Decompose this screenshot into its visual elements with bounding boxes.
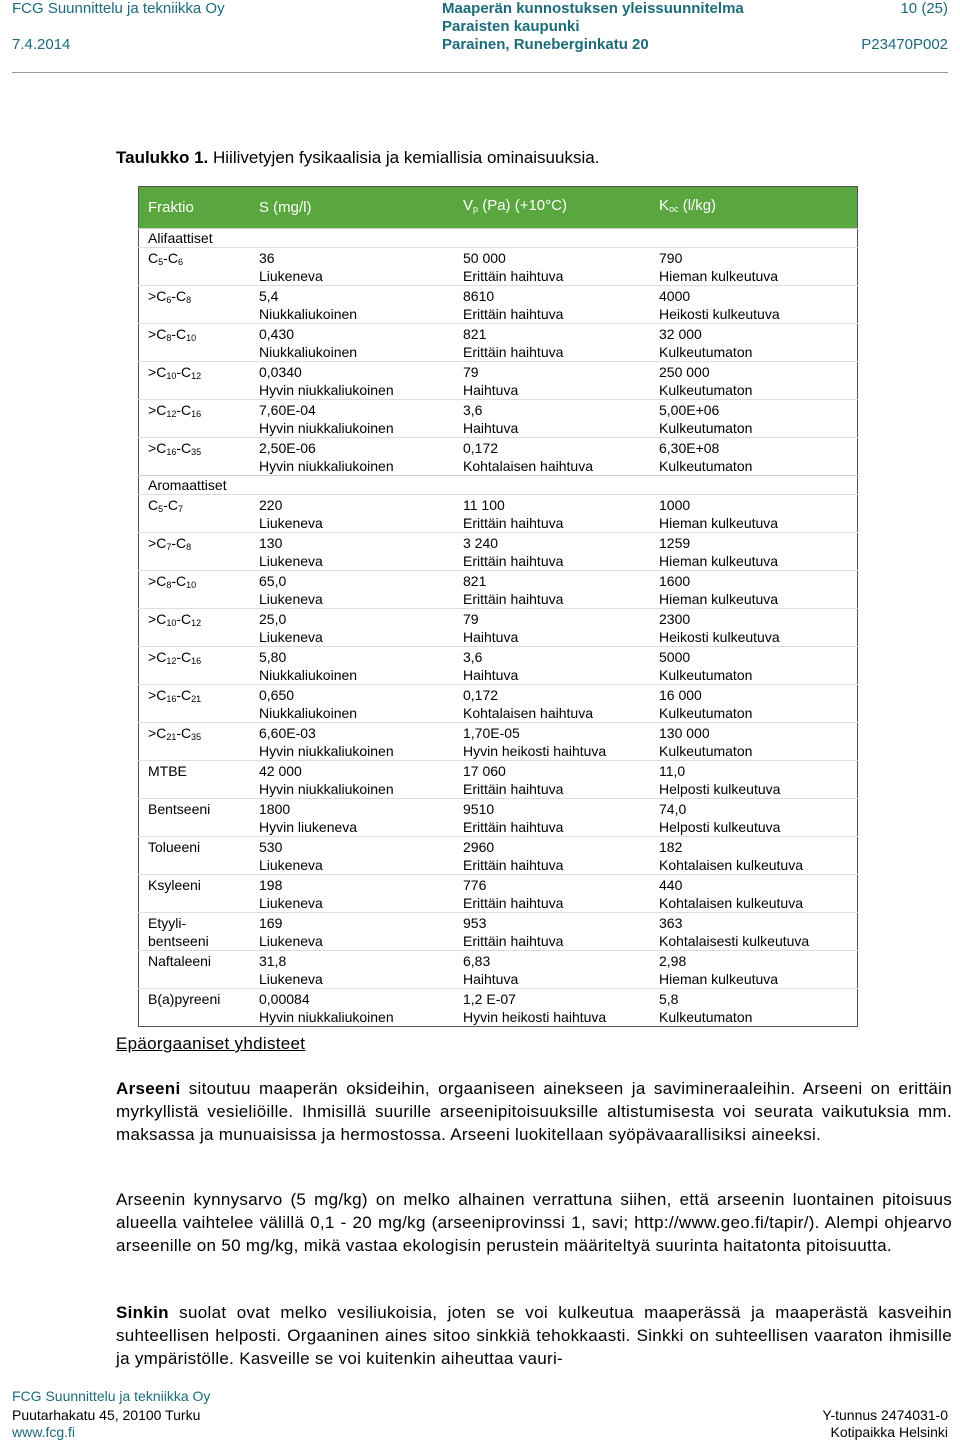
table-row bbox=[139, 400, 858, 438]
vapour-pressure-class: Erittäin haihtuva bbox=[463, 344, 564, 360]
table-cell bbox=[139, 533, 251, 571]
vapour-pressure-value: 8610 bbox=[463, 288, 495, 304]
table-cell bbox=[454, 533, 650, 571]
koc-value: 4000 bbox=[659, 288, 691, 304]
table-row bbox=[139, 761, 858, 799]
fraction-cell: $>C_6-C_8$ bbox=[148, 288, 192, 305]
solubility-value: 2,50E-06 bbox=[259, 440, 316, 456]
vapour-pressure-class: Haihtuva bbox=[463, 629, 519, 645]
vapour-pressure-value: 3,6 bbox=[463, 649, 483, 665]
table-cell bbox=[250, 533, 454, 571]
paragraph-arsenic-threshold-text: Arseenin kynnysarvo (5 mg/kg) on melko alhainen verrattuna siihen, että arseenin luontainen pitoisuus alueella vaihtelee välillä 0,1 - 20 mg/kg (arseeniprovinssi 1, savi; http://www.geo.fi/tapir/). Alempi ohjearvo arseenille on 50 mg/kg, mikä vastaa ekologisin perustein määriteltyä suurinta haitatonta pitoisuutta. bbox=[116, 1190, 952, 1255]
fraction-cell: Naftaleeni bbox=[148, 953, 212, 969]
vapour-pressure-class: Erittäin haihtuva bbox=[463, 268, 564, 284]
table-row bbox=[139, 362, 858, 400]
table-row bbox=[139, 799, 858, 837]
solubility-value: 5,4 bbox=[259, 288, 279, 304]
table-cell bbox=[650, 989, 858, 1027]
solubility-class: Liukeneva bbox=[259, 553, 323, 569]
column-header-solubility: S (mg/l) bbox=[259, 198, 312, 216]
solubility-value: 1800 bbox=[259, 801, 291, 817]
vapour-pressure-class: Erittäin haihtuva bbox=[463, 933, 564, 949]
table-cell bbox=[250, 913, 454, 951]
table-row bbox=[139, 571, 858, 609]
koc-value: 440 bbox=[659, 877, 683, 893]
vapour-pressure-class: Erittäin haihtuva bbox=[463, 781, 564, 797]
table-cell bbox=[454, 286, 650, 324]
table-cell bbox=[139, 609, 251, 647]
solubility-value: 169 bbox=[259, 915, 283, 931]
koc-class: Kulkeutumaton bbox=[659, 420, 753, 436]
koc-class: Kulkeutumaton bbox=[659, 705, 753, 721]
vapour-pressure-value: 776 bbox=[463, 877, 487, 893]
koc-value: 2,98 bbox=[659, 953, 687, 969]
table-cell bbox=[139, 647, 251, 685]
fraction-cell: $>C_{12}-C_{16}$ bbox=[148, 402, 202, 419]
fraction-cell: $>C_{16}-C_{21}$ bbox=[148, 687, 202, 704]
table-cell bbox=[454, 799, 650, 837]
vapour-pressure-value: 50 000 bbox=[463, 250, 506, 266]
solubility-value: 42 000 bbox=[259, 763, 302, 779]
table-cell bbox=[454, 837, 650, 875]
paragraph-arsenic-text: sitoutuu maaperän oksideihin, orgaaniseen ainekseen ja savimineraaleihin. Arseeni on erittäin myrkyllistä vesieliöille. Ihmisillä suurille arseenipitoisuuksille altistumisesta voi seurata vaikutuksia mm. maksassa ja munuaisissa ja hermostossa. Arseeni luokitellaan syöpävaarallisiksi aineeksi. bbox=[116, 1079, 952, 1144]
table-cell bbox=[139, 875, 251, 913]
fraction-cell: $C_5-C_6$ bbox=[148, 250, 183, 267]
koc-class: Kulkeutumaton bbox=[659, 1009, 753, 1025]
header-title-line1: Maaperän kunnostuksen yleissuunnitelma bbox=[442, 0, 744, 17]
caption-text: Hiilivetyjen fysikaalisia ja kemiallisia ominaisuuksia. bbox=[213, 148, 600, 167]
table-row bbox=[139, 495, 858, 533]
vapour-pressure-class: Kohtalaisen haihtuva bbox=[463, 705, 593, 721]
table-cell bbox=[139, 799, 251, 837]
vapour-pressure-class: Erittäin haihtuva bbox=[463, 515, 564, 531]
table-cell bbox=[250, 609, 454, 647]
koc-class: Kohtalaisen kulkeutuva bbox=[659, 895, 803, 911]
table-cell bbox=[139, 761, 251, 799]
koc-value: 250 000 bbox=[659, 364, 710, 380]
solubility-class: Niukkaliukoinen bbox=[259, 667, 358, 683]
paragraph-arsenic bbox=[116, 1077, 952, 1146]
koc-class: Heikosti kulkeutuva bbox=[659, 306, 780, 322]
solubility-class: Hyvin liukeneva bbox=[259, 819, 358, 835]
koc-value: 5,8 bbox=[659, 991, 679, 1007]
koc-class: Kulkeutumaton bbox=[659, 382, 753, 398]
header-page-number: 10 (25) bbox=[900, 0, 948, 17]
table-cell bbox=[454, 951, 650, 989]
table-cell bbox=[139, 837, 251, 875]
solubility-class: Liukeneva bbox=[259, 971, 323, 987]
header-company: FCG Suunnittelu ja tekniikka Oy bbox=[12, 0, 225, 17]
vapour-pressure-class: Haihtuva bbox=[463, 382, 519, 398]
table-cell bbox=[454, 324, 650, 362]
table-cell bbox=[250, 324, 454, 362]
table-cell bbox=[650, 913, 858, 951]
paragraph-zinc bbox=[116, 1301, 952, 1370]
koc-class: Kulkeutumaton bbox=[659, 743, 753, 759]
table-row bbox=[139, 609, 858, 647]
koc-class: Hieman kulkeutuva bbox=[659, 268, 779, 284]
table-cell bbox=[650, 837, 858, 875]
table-cell bbox=[454, 362, 650, 400]
solubility-class: Hyvin niukkaliukoinen bbox=[259, 382, 394, 398]
table-cell bbox=[650, 609, 858, 647]
table-cell bbox=[139, 571, 251, 609]
koc-class: Kulkeutumaton bbox=[659, 667, 753, 683]
table-cell bbox=[250, 286, 454, 324]
header-title-line3: Parainen, Runeberginkatu 20 bbox=[442, 36, 649, 53]
footer-business-id: Y-tunnus 2474031-0 bbox=[822, 1407, 948, 1423]
table-row bbox=[139, 913, 858, 951]
footer-website[interactable]: www.fcg.fi bbox=[12, 1424, 76, 1440]
fraction-cell: $>C_8-C_{10}$ bbox=[148, 573, 197, 590]
vapour-pressure-class: Erittäin haihtuva bbox=[463, 895, 564, 911]
table-cell bbox=[250, 438, 454, 476]
table-cell bbox=[250, 837, 454, 875]
koc-value: 11,0 bbox=[659, 763, 686, 779]
vapour-pressure-class: Erittäin haihtuva bbox=[463, 857, 564, 873]
fraction-cell: Etyyli-bentseeni bbox=[148, 915, 209, 949]
fraction-cell: $>C_{10}-C_{12}$ bbox=[148, 364, 202, 381]
table-cell bbox=[250, 989, 454, 1027]
koc-value: 790 bbox=[659, 250, 683, 266]
table-cell bbox=[139, 248, 251, 286]
table-cell bbox=[139, 913, 251, 951]
table-row bbox=[139, 248, 858, 286]
solubility-class: Liukeneva bbox=[259, 268, 323, 284]
solubility-value: 65,0 bbox=[259, 573, 287, 589]
vapour-pressure-value: 3 240 bbox=[463, 535, 499, 551]
solubility-class: Niukkaliukoinen bbox=[259, 306, 358, 322]
table-row bbox=[139, 989, 858, 1027]
table-cell bbox=[650, 571, 858, 609]
solubility-value: 220 bbox=[259, 497, 283, 513]
vapour-pressure-class: Erittäin haihtuva bbox=[463, 819, 564, 835]
footer-address: Puutarhakatu 45, 20100 Turku bbox=[12, 1407, 201, 1423]
solubility-class: Liukeneva bbox=[259, 933, 323, 949]
koc-value: 1600 bbox=[659, 573, 691, 589]
vapour-pressure-class: Hyvin heikosti haihtuva bbox=[463, 1009, 607, 1025]
fraction-cell: $>C_8-C_{10}$ bbox=[148, 326, 197, 343]
solubility-class: Hyvin niukkaliukoinen bbox=[259, 781, 394, 797]
koc-value: 6,30E+08 bbox=[659, 440, 720, 456]
vapour-pressure-class: Kohtalaisen haihtuva bbox=[463, 458, 593, 474]
vapour-pressure-value: 1,2 E-07 bbox=[463, 991, 516, 1007]
table-group-row bbox=[139, 476, 858, 495]
table-cell bbox=[454, 647, 650, 685]
fraction-cell: B(a)pyreeni bbox=[148, 991, 221, 1007]
header-date: 7.4.2014 bbox=[12, 36, 71, 53]
solubility-class: Liukeneva bbox=[259, 629, 323, 645]
koc-class: Kohtalaisesti kulkeutuva bbox=[659, 933, 810, 949]
table-cell bbox=[454, 495, 650, 533]
solubility-class: Liukeneva bbox=[259, 857, 323, 873]
fraction-cell: Tolueeni bbox=[148, 839, 201, 855]
table-cell bbox=[650, 438, 858, 476]
koc-class: Kulkeutumaton bbox=[659, 344, 753, 360]
solubility-value: 130 bbox=[259, 535, 283, 551]
table-row bbox=[139, 685, 858, 723]
solubility-class: Liukeneva bbox=[259, 515, 323, 531]
koc-class: Hieman kulkeutuva bbox=[659, 553, 779, 569]
header-divider bbox=[12, 72, 948, 73]
table-cell bbox=[454, 875, 650, 913]
solubility-class: Hyvin niukkaliukoinen bbox=[259, 420, 394, 436]
table-cell bbox=[650, 533, 858, 571]
table-row bbox=[139, 723, 858, 761]
solubility-class: Liukeneva bbox=[259, 591, 323, 607]
table-cell bbox=[250, 495, 454, 533]
group-label: Alifaattiset bbox=[139, 229, 858, 248]
koc-value: 5,00E+06 bbox=[659, 402, 720, 418]
fraction-cell: $>C_{12}-C_{16}$ bbox=[148, 649, 202, 666]
table-cell bbox=[250, 875, 454, 913]
paragraph-zinc-lead: Sinkin bbox=[116, 1303, 169, 1322]
table-cell bbox=[250, 951, 454, 989]
solubility-value: 25,0 bbox=[259, 611, 287, 627]
koc-value: 16 000 bbox=[659, 687, 702, 703]
table-cell bbox=[139, 286, 251, 324]
table-cell bbox=[250, 723, 454, 761]
table-row bbox=[139, 533, 858, 571]
table-cell bbox=[454, 723, 650, 761]
vapour-pressure-class: Haihtuva bbox=[463, 667, 519, 683]
vapour-pressure-value: 11 100 bbox=[463, 497, 505, 513]
solubility-class: Hyvin niukkaliukoinen bbox=[259, 743, 394, 759]
table-cell bbox=[250, 761, 454, 799]
vapour-pressure-value: 9510 bbox=[463, 801, 495, 817]
table-cell bbox=[250, 248, 454, 286]
table-cell bbox=[250, 647, 454, 685]
column-header-koc: $K_{oc}$ (l/kg) bbox=[659, 197, 717, 214]
koc-class: Helposti kulkeutuva bbox=[659, 819, 781, 835]
koc-class: Hieman kulkeutuva bbox=[659, 971, 779, 987]
vapour-pressure-value: 6,83 bbox=[463, 953, 491, 969]
table-cell bbox=[650, 248, 858, 286]
table-cell bbox=[139, 951, 251, 989]
fraction-cell: Ksyleeni bbox=[148, 877, 201, 893]
solubility-value: 0,00084 bbox=[259, 991, 310, 1007]
table-cell bbox=[650, 685, 858, 723]
caption-label: Taulukko 1. bbox=[116, 148, 209, 167]
table-cell bbox=[139, 400, 251, 438]
solubility-class: Liukeneva bbox=[259, 895, 323, 911]
vapour-pressure-value: 79 bbox=[463, 364, 479, 380]
table-cell bbox=[250, 400, 454, 438]
column-header-vapour-pressure: $V_p$ (Pa) (+10°C) bbox=[463, 197, 567, 214]
koc-class: Hieman kulkeutuva bbox=[659, 591, 779, 607]
table-cell bbox=[650, 324, 858, 362]
paragraph-zinc-text: suolat ovat melko vesiliukoisia, joten se voi kulkeutua maaperässä ja maaperästä kasveihin suhteellisen helposti. Orgaaninen aines sitoo sinkkiä tehokkaasti. Sinkki on suhteellisen vaaraton ihmisille ja ympäristölle. Kasveille se voi kuitenkin aiheuttaa vauri- bbox=[116, 1303, 952, 1368]
fraction-cell: $>C_{10}-C_{12}$ bbox=[148, 611, 202, 628]
paragraph-arsenic-threshold bbox=[116, 1188, 952, 1257]
paragraph-arsenic-lead: Arseeni bbox=[116, 1079, 181, 1098]
solubility-class: Hyvin niukkaliukoinen bbox=[259, 458, 394, 474]
table-cell bbox=[650, 400, 858, 438]
vapour-pressure-value: 0,172 bbox=[463, 687, 499, 703]
table-cell bbox=[650, 647, 858, 685]
vapour-pressure-class: Haihtuva bbox=[463, 420, 519, 436]
solubility-value: 530 bbox=[259, 839, 283, 855]
vapour-pressure-value: 79 bbox=[463, 611, 479, 627]
solubility-value: 6,60E-03 bbox=[259, 725, 316, 741]
koc-value: 363 bbox=[659, 915, 683, 931]
table-cell bbox=[454, 989, 650, 1027]
table-row bbox=[139, 438, 858, 476]
koc-value: 1259 bbox=[659, 535, 691, 551]
hydrocarbon-properties-table bbox=[138, 186, 858, 1027]
table-row bbox=[139, 324, 858, 362]
table-cell bbox=[650, 286, 858, 324]
table-row bbox=[139, 837, 858, 875]
fraction-cell: MTBE bbox=[148, 763, 187, 779]
solubility-class: Hyvin niukkaliukoinen bbox=[259, 1009, 394, 1025]
vapour-pressure-value: 1,70E-05 bbox=[463, 725, 520, 741]
koc-value: 32 000 bbox=[659, 326, 702, 342]
koc-class: Kohtalaisen kulkeutuva bbox=[659, 857, 803, 873]
table-group-row bbox=[139, 229, 858, 248]
table-cell bbox=[250, 799, 454, 837]
solubility-value: 5,80 bbox=[259, 649, 287, 665]
section-heading: Epäorgaaniset yhdisteet bbox=[116, 1034, 306, 1053]
solubility-value: 36 bbox=[259, 250, 275, 266]
table-cell bbox=[650, 723, 858, 761]
table-cell bbox=[650, 875, 858, 913]
koc-class: Kulkeutumaton bbox=[659, 458, 753, 474]
table-cell bbox=[454, 761, 650, 799]
table-cell bbox=[250, 685, 454, 723]
koc-value: 182 bbox=[659, 839, 683, 855]
table-caption bbox=[116, 148, 599, 168]
table-cell bbox=[454, 400, 650, 438]
table-cell bbox=[650, 495, 858, 533]
fraction-cell: Bentseeni bbox=[148, 801, 211, 817]
koc-value: 74,0 bbox=[659, 801, 687, 817]
vapour-pressure-class: Erittäin haihtuva bbox=[463, 591, 564, 607]
table-cell bbox=[139, 989, 251, 1027]
table-cell bbox=[139, 685, 251, 723]
koc-value: 5000 bbox=[659, 649, 691, 665]
header-title-line2: Paraisten kaupunki bbox=[442, 18, 580, 35]
table-row bbox=[139, 875, 858, 913]
table-cell bbox=[139, 723, 251, 761]
group-label: Aromaattiset bbox=[139, 476, 858, 495]
table-header-row bbox=[139, 187, 858, 229]
fraction-cell: $>C_7-C_8$ bbox=[148, 535, 192, 552]
table-cell bbox=[454, 438, 650, 476]
koc-value: 130 000 bbox=[659, 725, 710, 741]
koc-class: Heikosti kulkeutuva bbox=[659, 629, 780, 645]
solubility-class: Niukkaliukoinen bbox=[259, 705, 358, 721]
solubility-value: 0,0340 bbox=[259, 364, 302, 380]
solubility-value: 0,650 bbox=[259, 687, 295, 703]
vapour-pressure-value: 17 060 bbox=[463, 763, 506, 779]
footer-domicile: Kotipaikka Helsinki bbox=[830, 1424, 948, 1440]
fraction-cell: $C_5-C_7$ bbox=[148, 497, 183, 514]
table-cell bbox=[454, 913, 650, 951]
vapour-pressure-class: Erittäin haihtuva bbox=[463, 553, 564, 569]
table-cell bbox=[650, 362, 858, 400]
table-cell bbox=[454, 248, 650, 286]
fraction-cell: $>C_{21}-C_{35}$ bbox=[148, 725, 202, 742]
table-row bbox=[139, 951, 858, 989]
solubility-value: 7,60E-04 bbox=[259, 402, 316, 418]
solubility-value: 198 bbox=[259, 877, 283, 893]
table-cell bbox=[650, 799, 858, 837]
koc-value: 2300 bbox=[659, 611, 691, 627]
table-cell bbox=[139, 438, 251, 476]
table-cell bbox=[139, 324, 251, 362]
vapour-pressure-value: 3,6 bbox=[463, 402, 483, 418]
table-cell bbox=[139, 495, 251, 533]
header-project-code: P23470P002 bbox=[861, 36, 948, 53]
koc-class: Helposti kulkeutuva bbox=[659, 781, 781, 797]
table-cell bbox=[454, 685, 650, 723]
vapour-pressure-class: Erittäin haihtuva bbox=[463, 306, 564, 322]
koc-class: Hieman kulkeutuva bbox=[659, 515, 779, 531]
table-cell bbox=[250, 362, 454, 400]
vapour-pressure-value: 0,172 bbox=[463, 440, 499, 456]
vapour-pressure-value: 821 bbox=[463, 326, 487, 342]
vapour-pressure-class: Hyvin heikosti haihtuva bbox=[463, 743, 607, 759]
table-row bbox=[139, 286, 858, 324]
table-cell bbox=[454, 609, 650, 647]
fraction-cell: $>C_{16}-C_{35}$ bbox=[148, 440, 202, 457]
solubility-class: Niukkaliukoinen bbox=[259, 344, 358, 360]
table-cell bbox=[139, 362, 251, 400]
column-header-fraction: Fraktio bbox=[148, 198, 194, 216]
table-row bbox=[139, 647, 858, 685]
vapour-pressure-class: Haihtuva bbox=[463, 971, 519, 987]
table-cell bbox=[250, 571, 454, 609]
solubility-value: 0,430 bbox=[259, 326, 295, 342]
table-body bbox=[139, 229, 858, 1027]
solubility-value: 31,8 bbox=[259, 953, 287, 969]
koc-value: 1000 bbox=[659, 497, 691, 513]
table-cell bbox=[650, 761, 858, 799]
vapour-pressure-value: 2960 bbox=[463, 839, 495, 855]
footer-company: FCG Suunnittelu ja tekniikka Oy bbox=[12, 1388, 211, 1404]
vapour-pressure-value: 953 bbox=[463, 915, 487, 931]
table-cell bbox=[454, 571, 650, 609]
table-cell bbox=[650, 951, 858, 989]
vapour-pressure-value: 821 bbox=[463, 573, 487, 589]
